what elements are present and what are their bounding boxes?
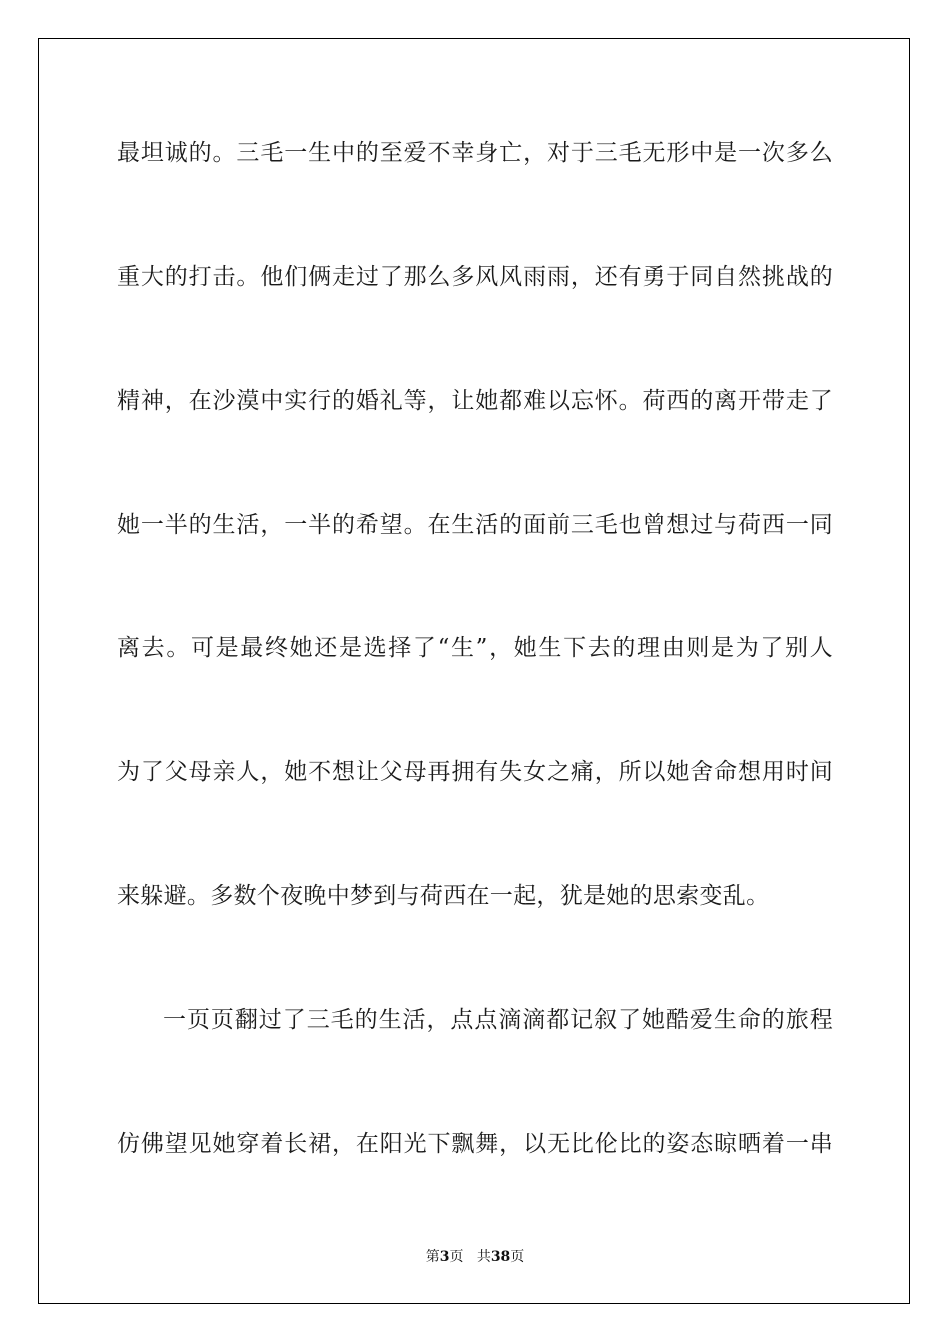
text-line-9: 仿佛望见她穿着长裙，在阳光下飘舞，以无比伦比的姿态晾晒着一串 — [117, 1131, 833, 1157]
paragraph-start-line: 一页页翻过了三毛的生活，点点滴滴都记叙了她酷爱生命的旅程 — [163, 1007, 833, 1033]
total-suffix: 页 — [510, 1249, 525, 1265]
text-line-5: 离去。可是最终她还是选择了“生”，她生下去的理由则是为了别人 — [117, 635, 833, 661]
text-line-4: 她一半的生活，一半的希望。在生活的面前三毛也曾想过与荷西一同 — [117, 512, 833, 538]
page-suffix: 页 — [449, 1249, 464, 1265]
page-number: 3 — [439, 1249, 450, 1265]
total-pages: 38 — [490, 1249, 511, 1265]
page-footer — [0, 1248, 950, 1266]
text-line-6: 为了父母亲人，她不想让父母再拥有失女之痛，所以她舍命想用时间 — [117, 759, 833, 785]
text-line-3: 精神，在沙漠中实行的婚礼等，让她都难以忘怀。荷西的离开带走了 — [117, 388, 833, 414]
total-prefix: 共 — [476, 1249, 491, 1265]
text-line-2: 重大的打击。他们俩走过了那么多风风雨雨，还有勇于同自然挑战的 — [117, 264, 833, 290]
page-prefix: 第 — [425, 1249, 440, 1265]
page-border — [38, 38, 910, 1304]
text-line-7: 来躲避。多数个夜晚中梦到与荷西在一起，犹是她的思索变乱。 — [117, 883, 770, 909]
text-line-1: 最坦诚的。三毛一生中的至爱不幸身亡，对于三毛无形中是一次多么 — [117, 140, 833, 166]
